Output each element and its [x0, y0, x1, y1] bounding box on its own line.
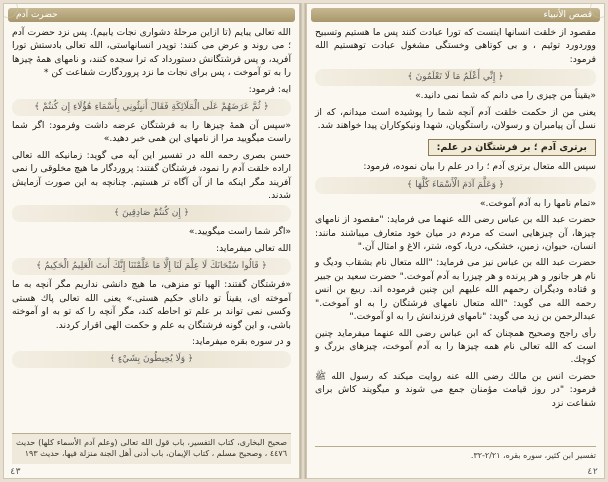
paragraph: «تمام نامها را به آدم آموخت.» — [479, 197, 596, 209]
footnotes — [315, 446, 596, 464]
paragraph: ايه: فرمود: — [248, 83, 291, 95]
quran-verse: ﴿ إِنِّي أَعْلَمُ مَا لَا تَعْلَمُونَ ﴾ — [315, 69, 596, 86]
paragraph: حضرت انس بن مالك رضى الله عنه روايت ميكند كه رسول الله ﷺ فرمود: "در روز قيامت مؤمنان جمع مى شوند و ميگويند كاش براى شفاعت نزد — [315, 370, 596, 409]
paragraph: الله تعالى ميفرمايد: — [215, 242, 291, 254]
section-heading: برترى آدم ؛ بر فرشتگان در علم: — [428, 139, 596, 156]
paragraph: «سپس آن همهٔ چيزها را به فرشتگان عرضه داشت وفرمود: اگر شما راست ميگوييد مرا از نامهاى اين همى خبر دهيد.» — [12, 120, 291, 145]
quran-verse: ﴿ إِن كُنتُمْ صَادِقِينَ ﴾ — [12, 205, 291, 222]
paragraph: يعنى من از حكمت خلقت آدم آنچه شما را پوشيده است ميدانم، كه از نسل آن پيامبران و رسولان، راستگويان، شهدا ونيكوكاران پيدا خواهند شد. — [315, 106, 596, 132]
right-page — [306, 3, 605, 479]
paragraph: «فرشتگان گفتند: الهيا تو منزهى، ما هيچ دانشى نداريم مگر آنچه به ما آموخته اى، يقيناً تو داناى حكيم هستى.» يعنى الله تعالى پاك هستى وكسى نمى تواند بر علم تو احاطه كند، مگر آنچه را كه تو به او آموخته باشى، و اين گونه فرشتگان به علم و حكمت الهى اقرار كردند. — [12, 279, 291, 331]
paragraph: «يقيناً من چيزى را مى دانم كه شما نمى دانيد.» — [415, 90, 596, 102]
left-page — [3, 3, 300, 479]
paragraph: مقصود از خلقت انسانها اينست كه تورا عبادت كنند پس ما هستيم وتسبيح ووردورد توئيم ، و بى كوتاهى وخستگى مشغول عبادت توهستيم الله فرمود: — [315, 27, 596, 65]
page-header — [311, 8, 600, 22]
paragraph: و در سوره بقره ميفرمايد: — [191, 335, 291, 347]
paragraph: «اگر شما راست ميگوييد.» — [188, 226, 291, 238]
quran-verse: ﴿ قَالُوا سُبْحَانَكَ لَا عِلْمَ لَنَا إِلَّا مَا عَلَّمْتَنَا إِنَّكَ أَنتَ الْعَلِيمُ الْحَكِيمُ ﴾ — [12, 258, 291, 275]
page-header-title: حضرت آدم — [16, 10, 58, 20]
page-number: ٤٢ — [587, 467, 598, 477]
quran-verse: ﴿ وَلَا يُحِيطُونَ بِشَيْءٍ ﴾ — [12, 351, 291, 368]
paragraph: حسن بصرى رحمه الله در تفسير اين آيه مى گويد: زمانيكه الله تعالى اراده خلقت آدم را نمود، فرشتگان گفتند: پروردگار ما هيچ مخلوقى را نمى آفريند مگر اينكه ما از آن آگاه تر هستيم. چنانچه به اين صورت آزمايش شدند. — [12, 149, 291, 202]
footnote: صحيح البخارى، كتاب التفسير، باب قول الله تعالى (وعلم آدم الأسماء كلها) حديث ٤٤٧٦ ، وصحيح مسلم ، كتاب الإيمان، باب أدنى أهل الجنة منزلة فيها، حديث ١٩٣ — [16, 438, 287, 458]
page-number: ٤٣ — [10, 467, 21, 477]
footnote: تفسير ابن كثير، سوره بقره، ٢/٢١-٣٢. — [470, 451, 596, 460]
paragraph: سپس الله متعال برترى آدم ؛ را در علم را بيان نموده، فرمود: — [363, 161, 596, 173]
paragraph: الله تعالى يبايم (تا ازاين مرحلهٔ دشوارى نجات يابيم). پس نزد حضرت آدم ؛ مى روند و عرض مى كنند: توپدر انسانهاستى، الله تعالى بادستش تورا آفريد، و پس فرشتگانش دستورداد كه ترا سجده كنند، و نامهاى همهٔ چيزها را به تو آموخت ، پس براى نجات ما نزد پروردگارت شفاعت كن * — [12, 27, 291, 79]
quran-verse: ﴿ وَعَلَّمَ آدَمَ الْأَسْمَاءَ كُلَّهَا ﴾ — [315, 177, 596, 194]
page-header-title: قصص الأنبياء — [543, 10, 592, 20]
quran-verse: ﴿ ثُمَّ عَرَضَهُمْ عَلَى الْمَلَائِكَةِ فَقَالَ أَنبِئُونِي بِأَسْمَاءِ هَٰؤُلَاءِ إِن كُنتُمْ ﴾ — [12, 99, 291, 116]
page-header — [8, 8, 295, 22]
footnotes — [12, 433, 291, 464]
paragraph: حضرت عبد الله بن عباس نيز مى فرمايد: "الله متعال نام بشقاب وديگ و نام هر جانور و هر پرنده و هر چيزرا به آدم آموخت." حضرت سعيد بن جبير و قتاده وديگران رحمهم الله عليهم اين چنين فرموده اند. ربيع بن انس رحمه الله مى گويد: "الله متعال نامهاى فرشتگان را به او آموخت." عبدالرحمن بن زيد مى گويد: "نامهاى فرزندانش را به او آموخت." — [315, 257, 596, 323]
paragraph: رأى راجح وصحيح همچنان كه ابن عباس رضى الله عنهما ميفرمايد چنين است كه الله تعالى نام همه چيزها را به آدم آموخت، چيزهاى بزرگ و كوچك. — [315, 327, 596, 366]
paragraph: حضرت عبد الله بن عباس رضى الله عنهما مى فرمايد: "مقصود از نامهاى چيزها، آن چيزهايى است كه مردم در ميان خود متعارف ميباشند مانند: انسان، حيوان، زمين، خشكى، دريا، كوه، شتر، الاغ و امثال آن." — [315, 214, 596, 253]
